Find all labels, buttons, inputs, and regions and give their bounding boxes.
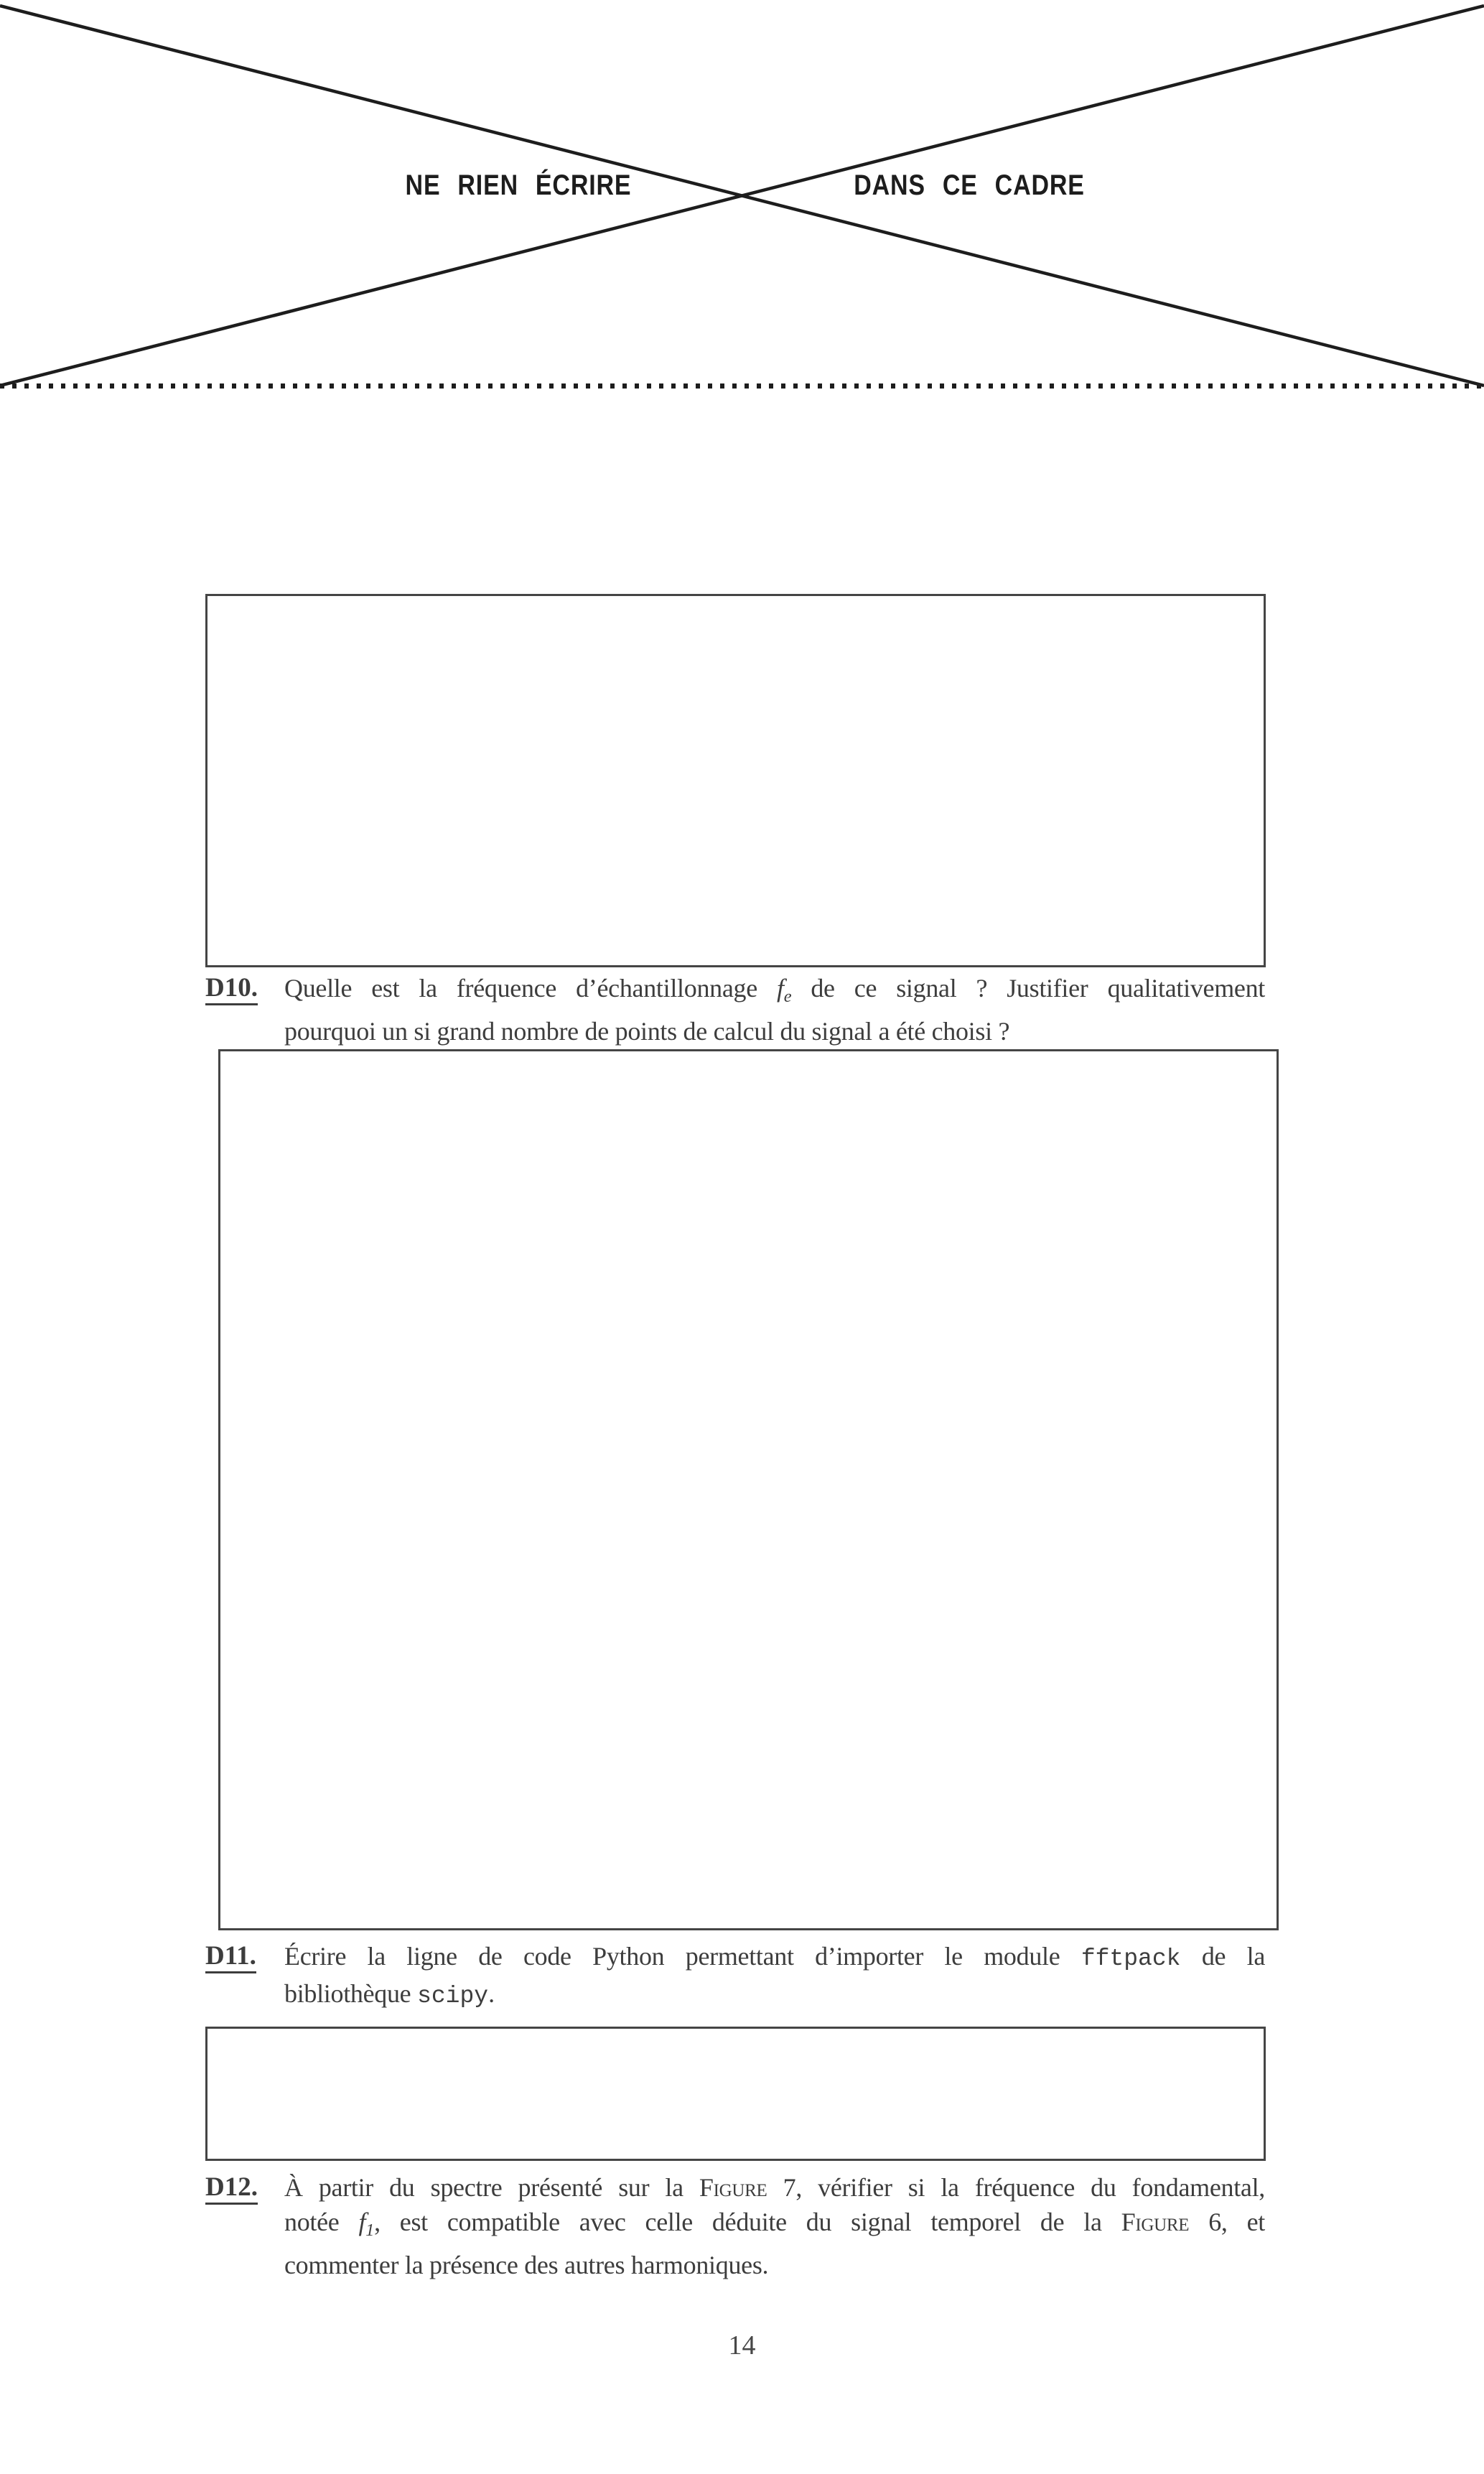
d10-math-fe-base: f — [776, 974, 784, 1003]
question-d12-line-1 — [284, 2170, 1265, 2205]
d12-line1-pre: À partir du spectre présenté sur la — [284, 2173, 699, 2202]
question-d12-line-2 — [284, 2205, 1265, 2248]
question-d12-label — [205, 2170, 258, 2205]
answer-box-d11 — [205, 2027, 1266, 2161]
question-d10-line-2: pourquoi un si grand nombre de points de calcul du signal a été choisi ? — [284, 1016, 1010, 1046]
question-d10-label — [205, 971, 258, 1005]
question-d11-line-1 — [284, 1939, 1265, 1976]
dashed-cut-line — [0, 383, 1484, 389]
question-d10-line-1 — [284, 971, 1265, 1014]
d11-line2-pre: bibliothèque — [284, 1979, 418, 2008]
d12-line1-post: 7, vérifier si la fréquence du fondamental, — [767, 2173, 1265, 2202]
d12-figure6-ref: Figure — [1121, 2208, 1190, 2236]
d10-line1-post: de ce signal ? Justifier qualitativement — [791, 974, 1265, 1003]
d12-math-f1-sub: 1 — [365, 2220, 375, 2240]
question-d11-line-2 — [284, 1976, 1265, 2014]
d11-library-scipy: scipy — [417, 1983, 489, 2009]
answer-box-d10 — [218, 1049, 1279, 1930]
d12-line2-pre: notée — [284, 2208, 359, 2236]
d11-module-fftpack: fftpack — [1081, 1945, 1181, 1972]
question-d11-label-text: D11. — [205, 1941, 256, 1973]
answer-box-top — [205, 594, 1266, 967]
question-d12-text — [284, 2170, 1265, 2282]
page-number: 14 — [728, 2330, 756, 2361]
question-d11-label — [205, 1939, 256, 1973]
question-d11-text — [284, 1939, 1265, 2014]
question-d10-label-text: D10. — [205, 973, 258, 1005]
d11-line1-post: de la — [1180, 1942, 1265, 1971]
d10-math-fe-sub: e — [783, 986, 792, 1006]
d10-line1-pre: Quelle est la fréquence d’échantillonnage — [284, 974, 777, 1003]
do-not-write-label-left: NE RIEN ÉCRIRE — [405, 169, 632, 201]
do-not-write-label-right: DANS CE CADRE — [854, 169, 1085, 201]
d12-figure7-ref: Figure — [699, 2173, 767, 2202]
question-d10-text — [284, 971, 1265, 1048]
question-d12-label-text: D12. — [205, 2172, 258, 2205]
d12-line2-mid: , est compatible avec celle déduite du signal temporel de la — [374, 2208, 1121, 2236]
do-not-write-frame — [0, 0, 1484, 388]
d12-line2-post: 6, et — [1189, 2208, 1265, 2236]
d11-line2-post: . — [488, 1979, 495, 2008]
question-d12-line-3: commenter la présence des autres harmoniques. — [284, 2250, 769, 2279]
d12-math-f1-base: f — [358, 2208, 366, 2236]
d11-line1-pre: Écrire la ligne de code Python permettant d’importer le module — [284, 1942, 1081, 1971]
